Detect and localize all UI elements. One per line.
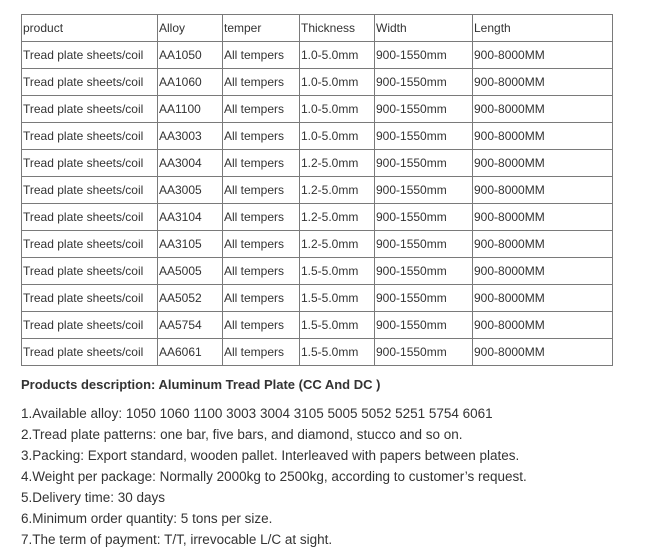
header-cell-alloy: Alloy	[158, 15, 223, 42]
cell-thickness: 1.2-5.0mm	[300, 150, 375, 177]
description-item: 3.Packing: Export standard, wooden pallet. Interleaved with papers between plates.	[21, 448, 520, 463]
cell-temper: All tempers	[223, 204, 300, 231]
cell-width: 900-1550mm	[375, 339, 473, 366]
cell-product: Tread plate sheets/coil	[22, 69, 158, 96]
cell-alloy: AA3003	[158, 123, 223, 150]
table-row	[22, 96, 613, 123]
header-cell-thickness: Thickness	[300, 15, 375, 42]
cell-length: 900-8000MM	[473, 204, 613, 231]
table-row	[22, 150, 613, 177]
cell-length: 900-8000MM	[473, 258, 613, 285]
cell-product: Tread plate sheets/coil	[22, 285, 158, 312]
cell-temper: All tempers	[223, 312, 300, 339]
cell-thickness: 1.5-5.0mm	[300, 258, 375, 285]
spec-table	[21, 14, 613, 366]
cell-thickness: 1.2-5.0mm	[300, 177, 375, 204]
cell-alloy: AA1060	[158, 69, 223, 96]
table-row	[22, 69, 613, 96]
cell-temper: All tempers	[223, 150, 300, 177]
cell-thickness: 1.5-5.0mm	[300, 312, 375, 339]
cell-width: 900-1550mm	[375, 123, 473, 150]
cell-width: 900-1550mm	[375, 69, 473, 96]
cell-length: 900-8000MM	[473, 150, 613, 177]
cell-length: 900-8000MM	[473, 339, 613, 366]
description-heading: Products description: Aluminum Tread Plate (CC And DC )	[21, 377, 381, 392]
cell-temper: All tempers	[223, 285, 300, 312]
cell-width: 900-1550mm	[375, 42, 473, 69]
cell-alloy: AA3004	[158, 150, 223, 177]
cell-width: 900-1550mm	[375, 177, 473, 204]
cell-width: 900-1550mm	[375, 285, 473, 312]
cell-alloy: AA3005	[158, 177, 223, 204]
cell-length: 900-8000MM	[473, 123, 613, 150]
cell-length: 900-8000MM	[473, 231, 613, 258]
cell-thickness: 1.0-5.0mm	[300, 123, 375, 150]
cell-width: 900-1550mm	[375, 96, 473, 123]
description-item: 6.Minimum order quantity: 5 tons per size.	[21, 511, 273, 526]
cell-length: 900-8000MM	[473, 177, 613, 204]
table-header-row	[22, 15, 613, 42]
cell-thickness: 1.0-5.0mm	[300, 69, 375, 96]
cell-product: Tread plate sheets/coil	[22, 339, 158, 366]
cell-product: Tread plate sheets/coil	[22, 312, 158, 339]
table-row	[22, 231, 613, 258]
cell-thickness: 1.0-5.0mm	[300, 42, 375, 69]
cell-width: 900-1550mm	[375, 231, 473, 258]
table-row	[22, 285, 613, 312]
cell-thickness: 1.2-5.0mm	[300, 204, 375, 231]
cell-temper: All tempers	[223, 339, 300, 366]
cell-length: 900-8000MM	[473, 285, 613, 312]
cell-length: 900-8000MM	[473, 312, 613, 339]
cell-product: Tread plate sheets/coil	[22, 150, 158, 177]
cell-temper: All tempers	[223, 96, 300, 123]
description-item: 2.Tread plate patterns: one bar, five bars, and diamond, stucco and so on.	[21, 427, 463, 442]
header-cell-length: Length	[473, 15, 613, 42]
table-row	[22, 339, 613, 366]
cell-thickness: 1.5-5.0mm	[300, 285, 375, 312]
cell-product: Tread plate sheets/coil	[22, 96, 158, 123]
description-item: 1.Available alloy: 1050 1060 1100 3003 3004 3105 5005 5052 5251 5754 6061	[21, 406, 493, 421]
cell-temper: All tempers	[223, 69, 300, 96]
table-row	[22, 258, 613, 285]
cell-product: Tread plate sheets/coil	[22, 177, 158, 204]
cell-alloy: AA5005	[158, 258, 223, 285]
spec-table-body	[22, 15, 613, 366]
cell-temper: All tempers	[223, 258, 300, 285]
header-cell-product: product	[22, 15, 158, 42]
cell-temper: All tempers	[223, 231, 300, 258]
cell-alloy: AA1100	[158, 96, 223, 123]
cell-product: Tread plate sheets/coil	[22, 204, 158, 231]
table-row	[22, 123, 613, 150]
cell-width: 900-1550mm	[375, 258, 473, 285]
cell-alloy: AA3105	[158, 231, 223, 258]
cell-thickness: 1.5-5.0mm	[300, 339, 375, 366]
cell-product: Tread plate sheets/coil	[22, 123, 158, 150]
cell-temper: All tempers	[223, 123, 300, 150]
header-cell-temper: temper	[223, 15, 300, 42]
cell-thickness: 1.2-5.0mm	[300, 231, 375, 258]
cell-thickness: 1.0-5.0mm	[300, 96, 375, 123]
cell-product: Tread plate sheets/coil	[22, 231, 158, 258]
cell-temper: All tempers	[223, 177, 300, 204]
table-row	[22, 312, 613, 339]
description-list	[21, 403, 527, 550]
cell-product: Tread plate sheets/coil	[22, 258, 158, 285]
cell-width: 900-1550mm	[375, 204, 473, 231]
cell-alloy: AA1050	[158, 42, 223, 69]
description-item: 7.The term of payment: T/T, irrevocable L/C at sight.	[21, 532, 333, 547]
cell-alloy: AA6061	[158, 339, 223, 366]
cell-temper: All tempers	[223, 42, 300, 69]
description-item: 4.Weight per package: Normally 2000kg to 2500kg, according to customer’s request.	[21, 469, 527, 484]
cell-length: 900-8000MM	[473, 96, 613, 123]
cell-alloy: AA5754	[158, 312, 223, 339]
cell-length: 900-8000MM	[473, 42, 613, 69]
cell-length: 900-8000MM	[473, 69, 613, 96]
cell-alloy: AA5052	[158, 285, 223, 312]
cell-product: Tread plate sheets/coil	[22, 42, 158, 69]
table-row	[22, 177, 613, 204]
table-row	[22, 42, 613, 69]
header-cell-width: Width	[375, 15, 473, 42]
description-item: 5.Delivery time: 30 days	[21, 490, 166, 505]
table-row	[22, 204, 613, 231]
cell-width: 900-1550mm	[375, 312, 473, 339]
cell-alloy: AA3104	[158, 204, 223, 231]
cell-width: 900-1550mm	[375, 150, 473, 177]
